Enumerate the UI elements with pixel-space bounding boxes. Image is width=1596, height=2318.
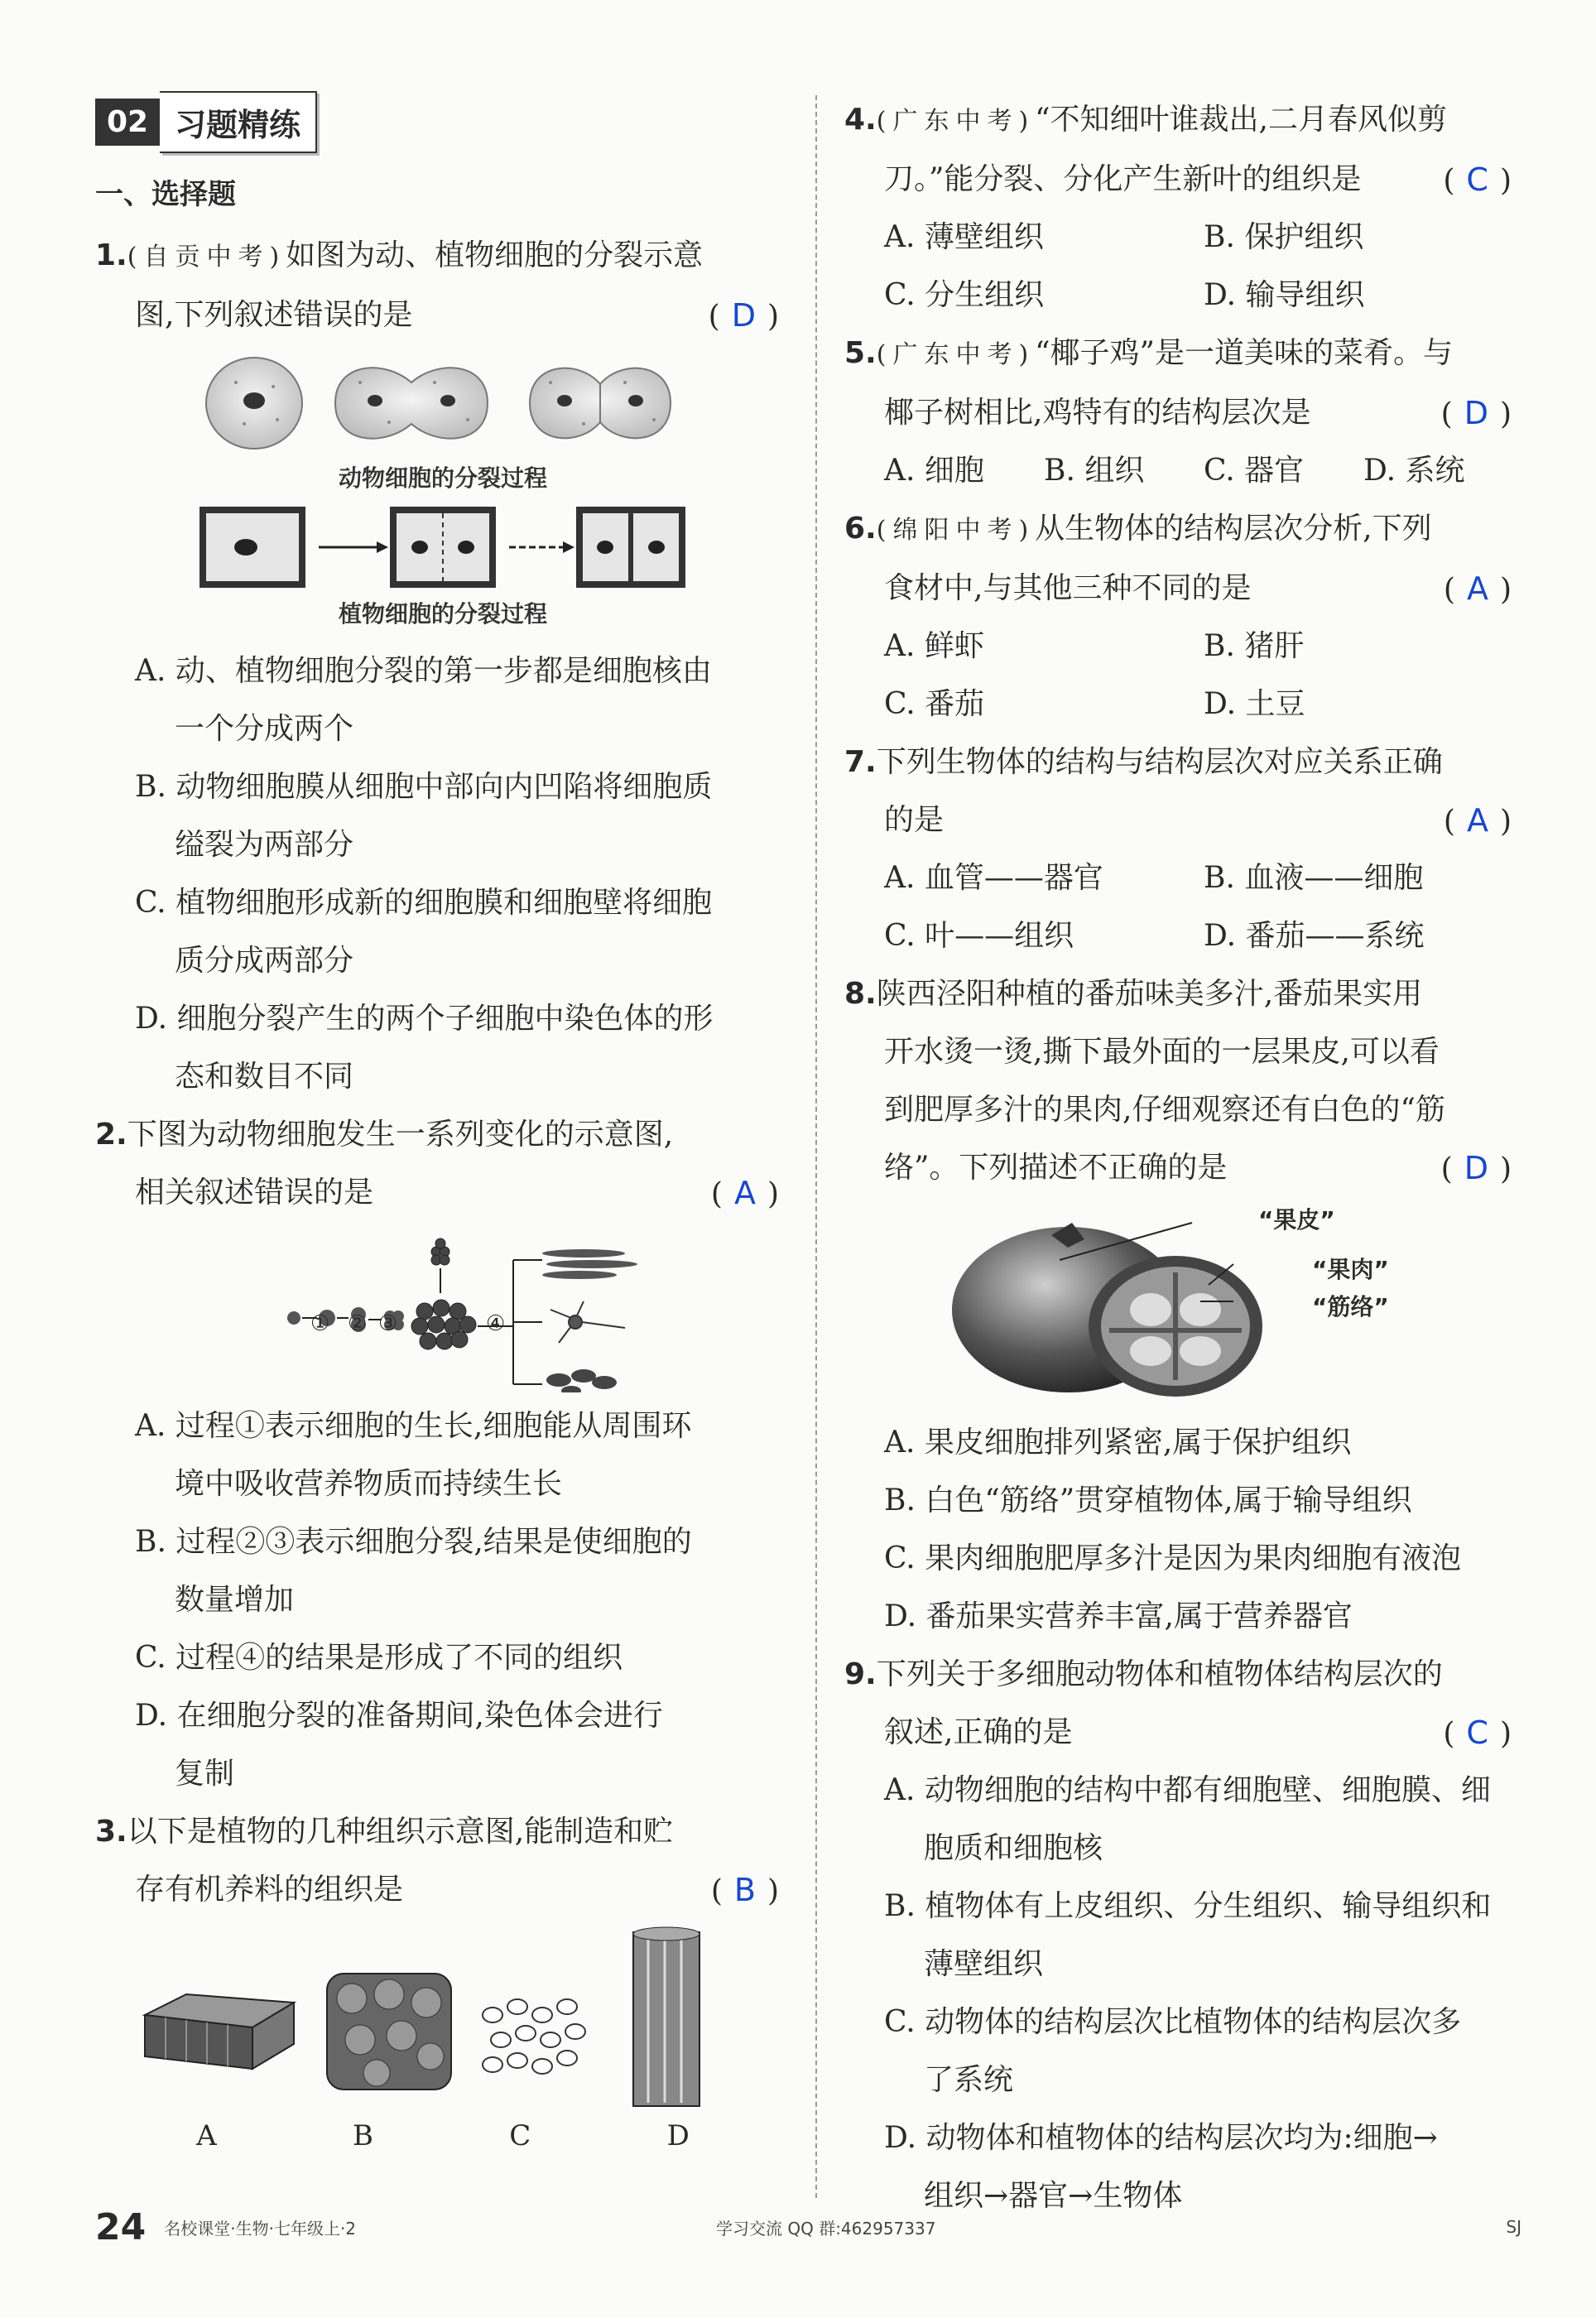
question-number: 9.: [844, 1657, 877, 1691]
option-d-continued: 复制: [175, 1757, 235, 1791]
tissue-label: A: [196, 2119, 217, 2152]
answer-letter: C: [1466, 161, 1500, 198]
question-stem: 叙述,正确的是: [884, 1715, 1073, 1749]
right-column: [844, 91, 1523, 2225]
option-c: C. 分生组织: [884, 278, 1045, 312]
option-c: C. 过程④的结果是形成了不同的组织: [135, 1641, 623, 1675]
option-d: D. 细胞分裂产生的两个子细胞中染色体的形: [135, 1002, 714, 1036]
tissue-label: D: [666, 2119, 690, 2152]
options: [844, 442, 1523, 500]
option-c: C. 番茄: [884, 687, 985, 721]
option-a: A. 果皮细胞排列紧密,属于保护组织: [884, 1426, 1352, 1460]
question-number: 3.: [95, 1815, 127, 1849]
option-b: B. 猪肝: [1204, 629, 1305, 663]
option-b-continued: 缢裂为两部分: [175, 828, 354, 862]
peel-label: “果皮”: [1258, 1206, 1335, 1234]
option-a: A. 血管——器官: [884, 861, 1103, 895]
question-stem: 从生物体的结构层次分析,下列: [1035, 512, 1432, 546]
question-1: [95, 227, 791, 1106]
question-number: 2.: [95, 1118, 127, 1152]
option-d-continued: 态和数目不同: [175, 1060, 354, 1094]
option-d: D. 在细胞分裂的准备期间,染色体会进行: [135, 1699, 663, 1733]
option-d: D. 系统: [1363, 454, 1465, 488]
option-a: A. 鲜虾: [884, 629, 984, 663]
question-source: (自贡中考): [127, 243, 286, 272]
option-a: A. 细胞: [884, 454, 984, 488]
question-number: 6.: [844, 512, 877, 546]
question-number: 1.: [95, 238, 127, 272]
question-source: (广东中考): [876, 340, 1036, 369]
question-stem: 下图为动物细胞发生一系列变化的示意图,: [127, 1118, 674, 1152]
question-stem: 下列关于多细胞动物体和植物体结构层次的: [876, 1657, 1443, 1691]
question-number: 8.: [844, 977, 877, 1011]
question-stem: 开水烫一烫,撕下最外面的一层果皮,可以看: [884, 1035, 1440, 1069]
answer-bracket: (A): [1443, 802, 1523, 839]
tomato-figure: [844, 1202, 1523, 1409]
option-b: B. 过程②③表示细胞分裂,结果是使细胞的: [135, 1525, 692, 1559]
page-number: 24: [95, 2205, 147, 2248]
option-d: D. 番茄——系统: [1204, 919, 1425, 953]
answer-letter: B: [733, 1872, 767, 1908]
answer-letter: A: [1466, 570, 1500, 607]
question-3: [95, 1803, 791, 2152]
option-a-continued: 胞质和细胞核: [924, 1831, 1103, 1865]
section-title: 习题精练: [160, 91, 317, 153]
tissue-label: B: [352, 2119, 373, 2152]
column-divider: [815, 95, 817, 2198]
question-stem: 椰子树相比,鸡特有的结构层次是: [884, 396, 1311, 430]
page-footer: [95, 2202, 1521, 2252]
answer-bracket: (C): [1443, 1714, 1523, 1751]
question-stem: 食材中,与其他三种不同的是: [884, 571, 1252, 605]
question-stem: 陕西泾阳种植的番茄味美多汁,番茄果实用: [876, 977, 1423, 1011]
option-d: D. 动物体和植物体的结构层次均为:细胞→: [884, 2121, 1438, 2155]
question-stem: “椰子鸡”是一道美味的菜肴。与: [1035, 336, 1453, 370]
process-marker-1: ①: [310, 1311, 330, 1336]
options: [844, 209, 1523, 325]
question-stem: 相关叙述错误的是: [135, 1176, 374, 1209]
answer-bracket: (D): [1440, 395, 1523, 431]
animal-cell-division-illustration: [195, 349, 691, 457]
option-a-continued: 境中吸收营养物质而持续生长: [175, 1467, 563, 1501]
question-stem: “不知细叶谁裁出,二月春风似剪: [1035, 103, 1448, 137]
question-2: [95, 1106, 791, 1803]
answer-bracket: (C): [1443, 161, 1523, 198]
question-6: [844, 500, 1523, 733]
cell-division-figure: [95, 349, 791, 637]
option-b-continued: 数量增加: [175, 1583, 295, 1617]
option-c: C. 叶——组织: [884, 919, 1074, 953]
option-c: C. 果肉细胞肥厚多汁是因为果肉细胞有液泡: [884, 1541, 1462, 1575]
question-stem: 存有机养料的组织是: [135, 1873, 404, 1907]
question-stem: 刀。”能分裂、分化产生新叶的组织是: [884, 162, 1362, 196]
answer-letter: D: [1464, 1150, 1500, 1186]
option-a: A. 动、植物细胞分裂的第一步都是细胞核由: [135, 654, 712, 688]
process-marker-3: ③: [378, 1311, 398, 1336]
answer-bracket: (B): [710, 1872, 791, 1908]
option-b: B. 组织: [1044, 454, 1145, 488]
option-b-continued: 薄壁组织: [924, 1947, 1044, 1981]
option-d: D. 输导组织: [1204, 278, 1365, 312]
tissue-a: [145, 1994, 294, 2069]
plant-tissues-illustration: [128, 1924, 757, 2114]
option-a: A. 薄壁组织: [884, 220, 1044, 254]
question-stem: 图,下列叙述错误的是: [135, 298, 413, 332]
question-stem: 如图为动、植物细胞的分裂示意: [286, 238, 704, 272]
question-number: 5.: [844, 336, 877, 370]
option-b: B. 动物细胞膜从细胞中部向内凹陷将细胞质: [135, 770, 713, 804]
answer-bracket: (A): [1443, 570, 1523, 607]
question-4: [844, 91, 1523, 325]
option-b: B. 血液——细胞: [1204, 861, 1424, 895]
option-c: C. 器官: [1204, 454, 1305, 488]
answer-letter: D: [731, 297, 767, 334]
option-b: B. 白色“筋络”贯穿植物体,属于输导组织: [884, 1484, 1412, 1517]
section-header: [95, 91, 791, 153]
section-number: 02: [95, 99, 160, 146]
option-c-continued: 质分成两部分: [175, 944, 354, 978]
cell-differentiation-illustration: [195, 1227, 691, 1392]
answer-bracket: (D): [708, 297, 791, 334]
process-marker-4: ④: [486, 1311, 506, 1336]
question-number: 7.: [844, 745, 877, 779]
qq-group: 学习交流 QQ 群:462957337: [716, 2218, 936, 2239]
option-b: B. 植物体有上皮组织、分生组织、输导组织和: [884, 1889, 1492, 1923]
figure-caption: 植物细胞的分裂过程: [338, 600, 547, 628]
option-d: D. 土豆: [1204, 687, 1305, 721]
answer-bracket: (A): [710, 1175, 791, 1211]
vein-label: “筋络”: [1312, 1293, 1389, 1320]
question-7: [844, 733, 1523, 965]
question-stem: 下列生物体的结构与结构层次对应关系正确: [876, 745, 1443, 779]
question-source: (绵阳中考): [876, 516, 1036, 545]
figure-caption: 动物细胞的分裂过程: [338, 464, 547, 492]
option-b: B. 保护组织: [1204, 220, 1364, 254]
left-column: [95, 91, 791, 2157]
question-5: [844, 325, 1523, 500]
options: [844, 618, 1523, 733]
book-title: 名校课堂·生物·七年级上·2: [164, 2218, 357, 2239]
edition-code: SJ: [1506, 2217, 1521, 2237]
option-d: D. 番茄果实营养丰富,属于营养器官: [884, 1599, 1353, 1633]
option-c: C. 动物体的结构层次比植物体的结构层次多: [884, 2005, 1462, 2039]
question-number: 4.: [844, 103, 877, 137]
question-8: [844, 965, 1523, 1646]
tissue-d: [633, 1927, 699, 2106]
answer-bracket: (D): [1440, 1150, 1523, 1186]
question-stem: 到肥厚多汁的果肉,仔细观察还有白色的“筋: [884, 1093, 1445, 1127]
plant-cell-division-illustration: [195, 502, 691, 593]
tissue-c: [483, 1999, 585, 2074]
answer-letter: A: [1466, 802, 1500, 839]
tissue-b: [327, 1974, 451, 2090]
option-d-continued: 组织→器官→生物体: [924, 2179, 1183, 2213]
option-a: A. 动物细胞的结构中都有细胞壁、细胞膜、细: [884, 1773, 1491, 1807]
process-marker-2: ②: [348, 1311, 368, 1336]
option-a-continued: 一个分成两个: [175, 712, 354, 746]
flesh-label: “果肉”: [1312, 1256, 1389, 1283]
option-a: A. 过程①表示细胞的生长,细胞能从周围环: [135, 1409, 692, 1443]
answer-letter: A: [733, 1175, 767, 1211]
part-title: 一、选择题: [95, 178, 236, 211]
option-c: C. 植物细胞形成新的细胞膜和细胞壁将细胞: [135, 886, 713, 920]
options: [844, 849, 1523, 965]
plant-tissue-figure: [95, 1924, 791, 2152]
question-stem: 络”。下列描述不正确的是: [884, 1151, 1228, 1185]
tissue-label: C: [509, 2119, 531, 2152]
answer-letter: C: [1466, 1714, 1500, 1751]
tissue-labels: [128, 2119, 757, 2152]
question-stem: 以下是植物的几种组织示意图,能制造和贮: [127, 1815, 674, 1849]
question-9: [844, 1646, 1523, 2225]
answer-letter: D: [1464, 395, 1500, 431]
question-source: (广东中考): [876, 107, 1036, 136]
option-c-continued: 了系统: [924, 2063, 1014, 2097]
question-stem: 的是: [884, 803, 945, 837]
cell-change-figure: [95, 1227, 791, 1392]
